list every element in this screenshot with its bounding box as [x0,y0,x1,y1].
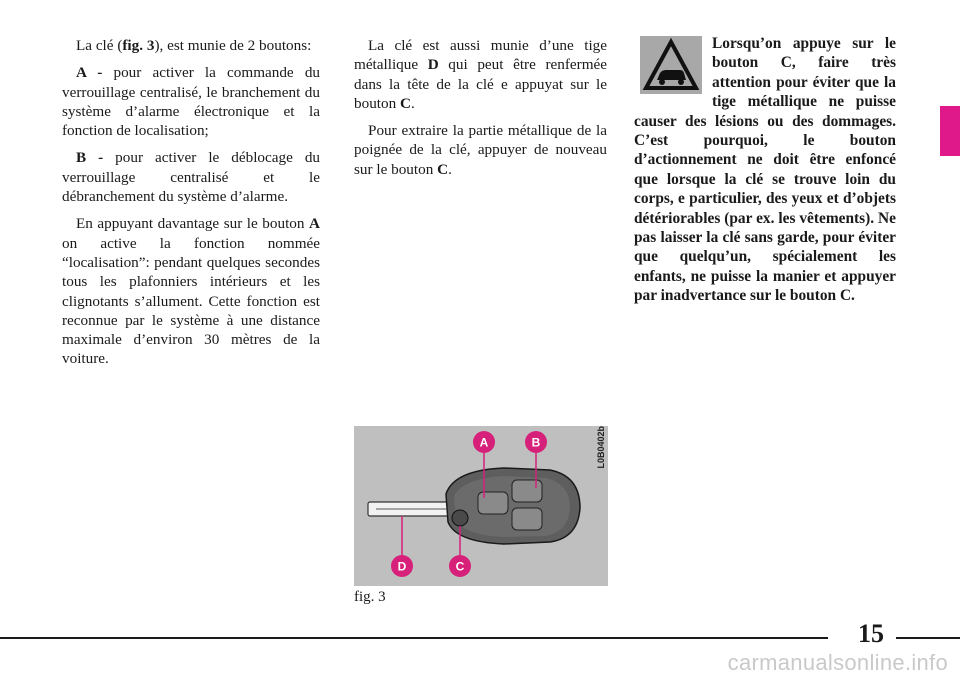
intro-paragraph: La clé (fig. 3), est munie de 2 boutons: [76,37,312,54]
svg-text:B: B [531,435,541,450]
figure-reference: fig. 3 [122,37,155,54]
warning-text: Lorsqu’on appuye sur le bouton C, faire très attention pour éviter que la tige métallique ne puisse causer des lésions ou des dommages. C’est pourquoi, le bouton d’actionnement ne doit être enfoncé que lorsque la clé se trouve loin du corps, e particulier, des yeux et d’objets détériorables (par ex. les vêtements). Ne pas laisser la clé sans garde, pour éviter que quelqu’un, spécialement les enfants, ne puisse la manier et appuyer par inadvertance sur le bouton C. [634,35,896,305]
key-figure [354,426,608,586]
label-c [449,555,471,577]
blade-paragraph: La clé est aussi munie d’une tige métallique D qui peut être renfermée dans la tête de la clé e appuyat sur le bouton C. [354,37,607,112]
section-tab-marker [940,106,960,156]
svg-text:C: C [455,559,465,574]
label-b [525,431,547,453]
warning-block [634,34,896,306]
button-a-description: A - pour activer la commande du verrouillage centralisé, le branchement du système d’alarme électronique et la fonction de localisation; [62,64,321,140]
label-a [473,431,495,453]
watermark: carmanualsonline.info [727,650,948,675]
extract-paragraph: Pour extraire la partie métallique de la poignée de la clé, appuyer de nouveau sur le bouton C. [354,122,607,178]
svg-text:A: A [479,435,489,450]
figure-caption: fig. 3 [354,589,386,605]
localisation-paragraph: En appuyant davantage sur le bouton A on active la fonction nommée “localisation”: pendant quelques secondes tous les plafonniers intérieurs et les clignotants s’allument. Cette fonction est reconnue par le système à une distance maximale d’environ 30 mètres de la voiture. [62,215,320,368]
key-illustration [354,426,608,586]
footer-rule-left [0,637,828,639]
page-number: 15 [858,619,884,648]
column-left [62,36,320,377]
column-middle [354,36,607,187]
label-d [391,555,413,577]
button-b-description: B - pour activer le déblocage du verrouillage centralisé et le débranchement du système d’alarme. [62,149,321,206]
warning-car-icon [640,36,702,94]
footer-rule-right [896,637,960,639]
svg-text:D: D [397,559,407,574]
figure-code: L0B0402b [596,426,606,469]
